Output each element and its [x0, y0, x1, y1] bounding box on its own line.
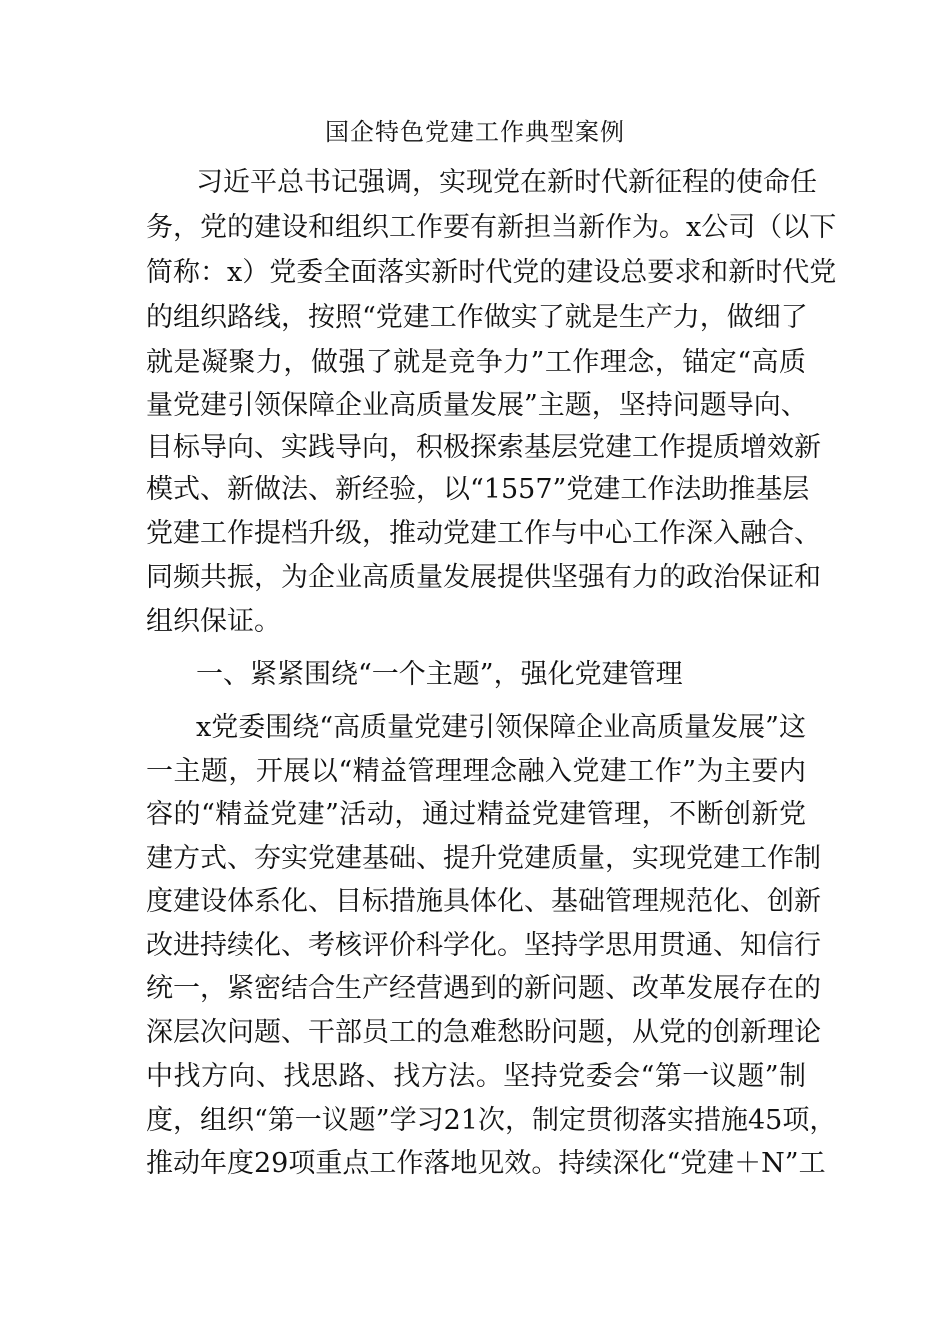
paragraph-line: 简称：x）党委全面落实新时代党的建设总要求和新时代党	[146, 257, 837, 288]
paragraph-line: 推动年度29项重点工作落地见效。持续深化“党建＋N”工	[146, 1148, 826, 1179]
paragraph-line: 同频共振，为企业高质量发展提供坚强有力的政治保证和	[146, 562, 821, 593]
paragraph-line: 深层次问题、干部员工的急难愁盼问题，从党的创新理论	[146, 1017, 821, 1048]
paragraph-line: 度建设体系化、目标措施具体化、基础管理规范化、创新	[146, 886, 821, 917]
paragraph-line: 容的“精益党建”活动，通过精益党建管理，不断创新党	[146, 799, 806, 830]
paragraph-line: 一主题，开展以“精益管理理念融入党建工作”为主要内	[146, 756, 806, 787]
paragraph-line: 党建工作提档升级，推动党建工作与中心工作深入融合、	[146, 518, 821, 549]
paragraph-line: 量党建引领保障企业高质量发展”主题，坚持问题导向、	[146, 390, 808, 421]
paragraph-line: 度，组织“第一议题”学习21次，制定贯彻落实措施45项，	[146, 1105, 837, 1136]
paragraph-line: x党委围绕“高质量党建引领保障企业高质量发展”这	[196, 712, 806, 743]
paragraph-line: 模式、新做法、新经验，以“1557”党建工作法助推基层	[146, 474, 810, 505]
paragraph-line: 目标导向、实践导向，积极探索基层党建工作提质增效新	[146, 432, 821, 463]
paragraph-line: 的组织路线，按照“党建工作做实了就是生产力，做细了	[146, 302, 808, 333]
paragraph-line: 改进持续化、考核评价科学化。坚持学思用贯通、知信行	[146, 930, 821, 961]
paragraph-line: 统一，紧密结合生产经营遇到的新问题、改革发展存在的	[146, 973, 821, 1004]
paragraph-line: 就是凝聚力，做强了就是竞争力”工作理念，锚定“高质	[146, 347, 806, 378]
section-heading: 一、紧紧围绕“一个主题”，强化党建管理	[196, 659, 683, 690]
document-title: 国企特色党建工作典型案例	[325, 118, 625, 146]
paragraph-line: 习近平总书记强调，实现党在新时代新征程的使命任	[196, 167, 817, 198]
paragraph-line: 务，党的建设和组织工作要有新担当新作为。x公司（以下	[146, 212, 837, 243]
paragraph-line: 中找方向、找思路、找方法。坚持党委会“第一议题”制	[146, 1061, 806, 1092]
paragraph-line: 组织保证。	[146, 606, 281, 637]
paragraph-line: 建方式、夯实党建基础、提升党建质量，实现党建工作制	[146, 843, 821, 874]
